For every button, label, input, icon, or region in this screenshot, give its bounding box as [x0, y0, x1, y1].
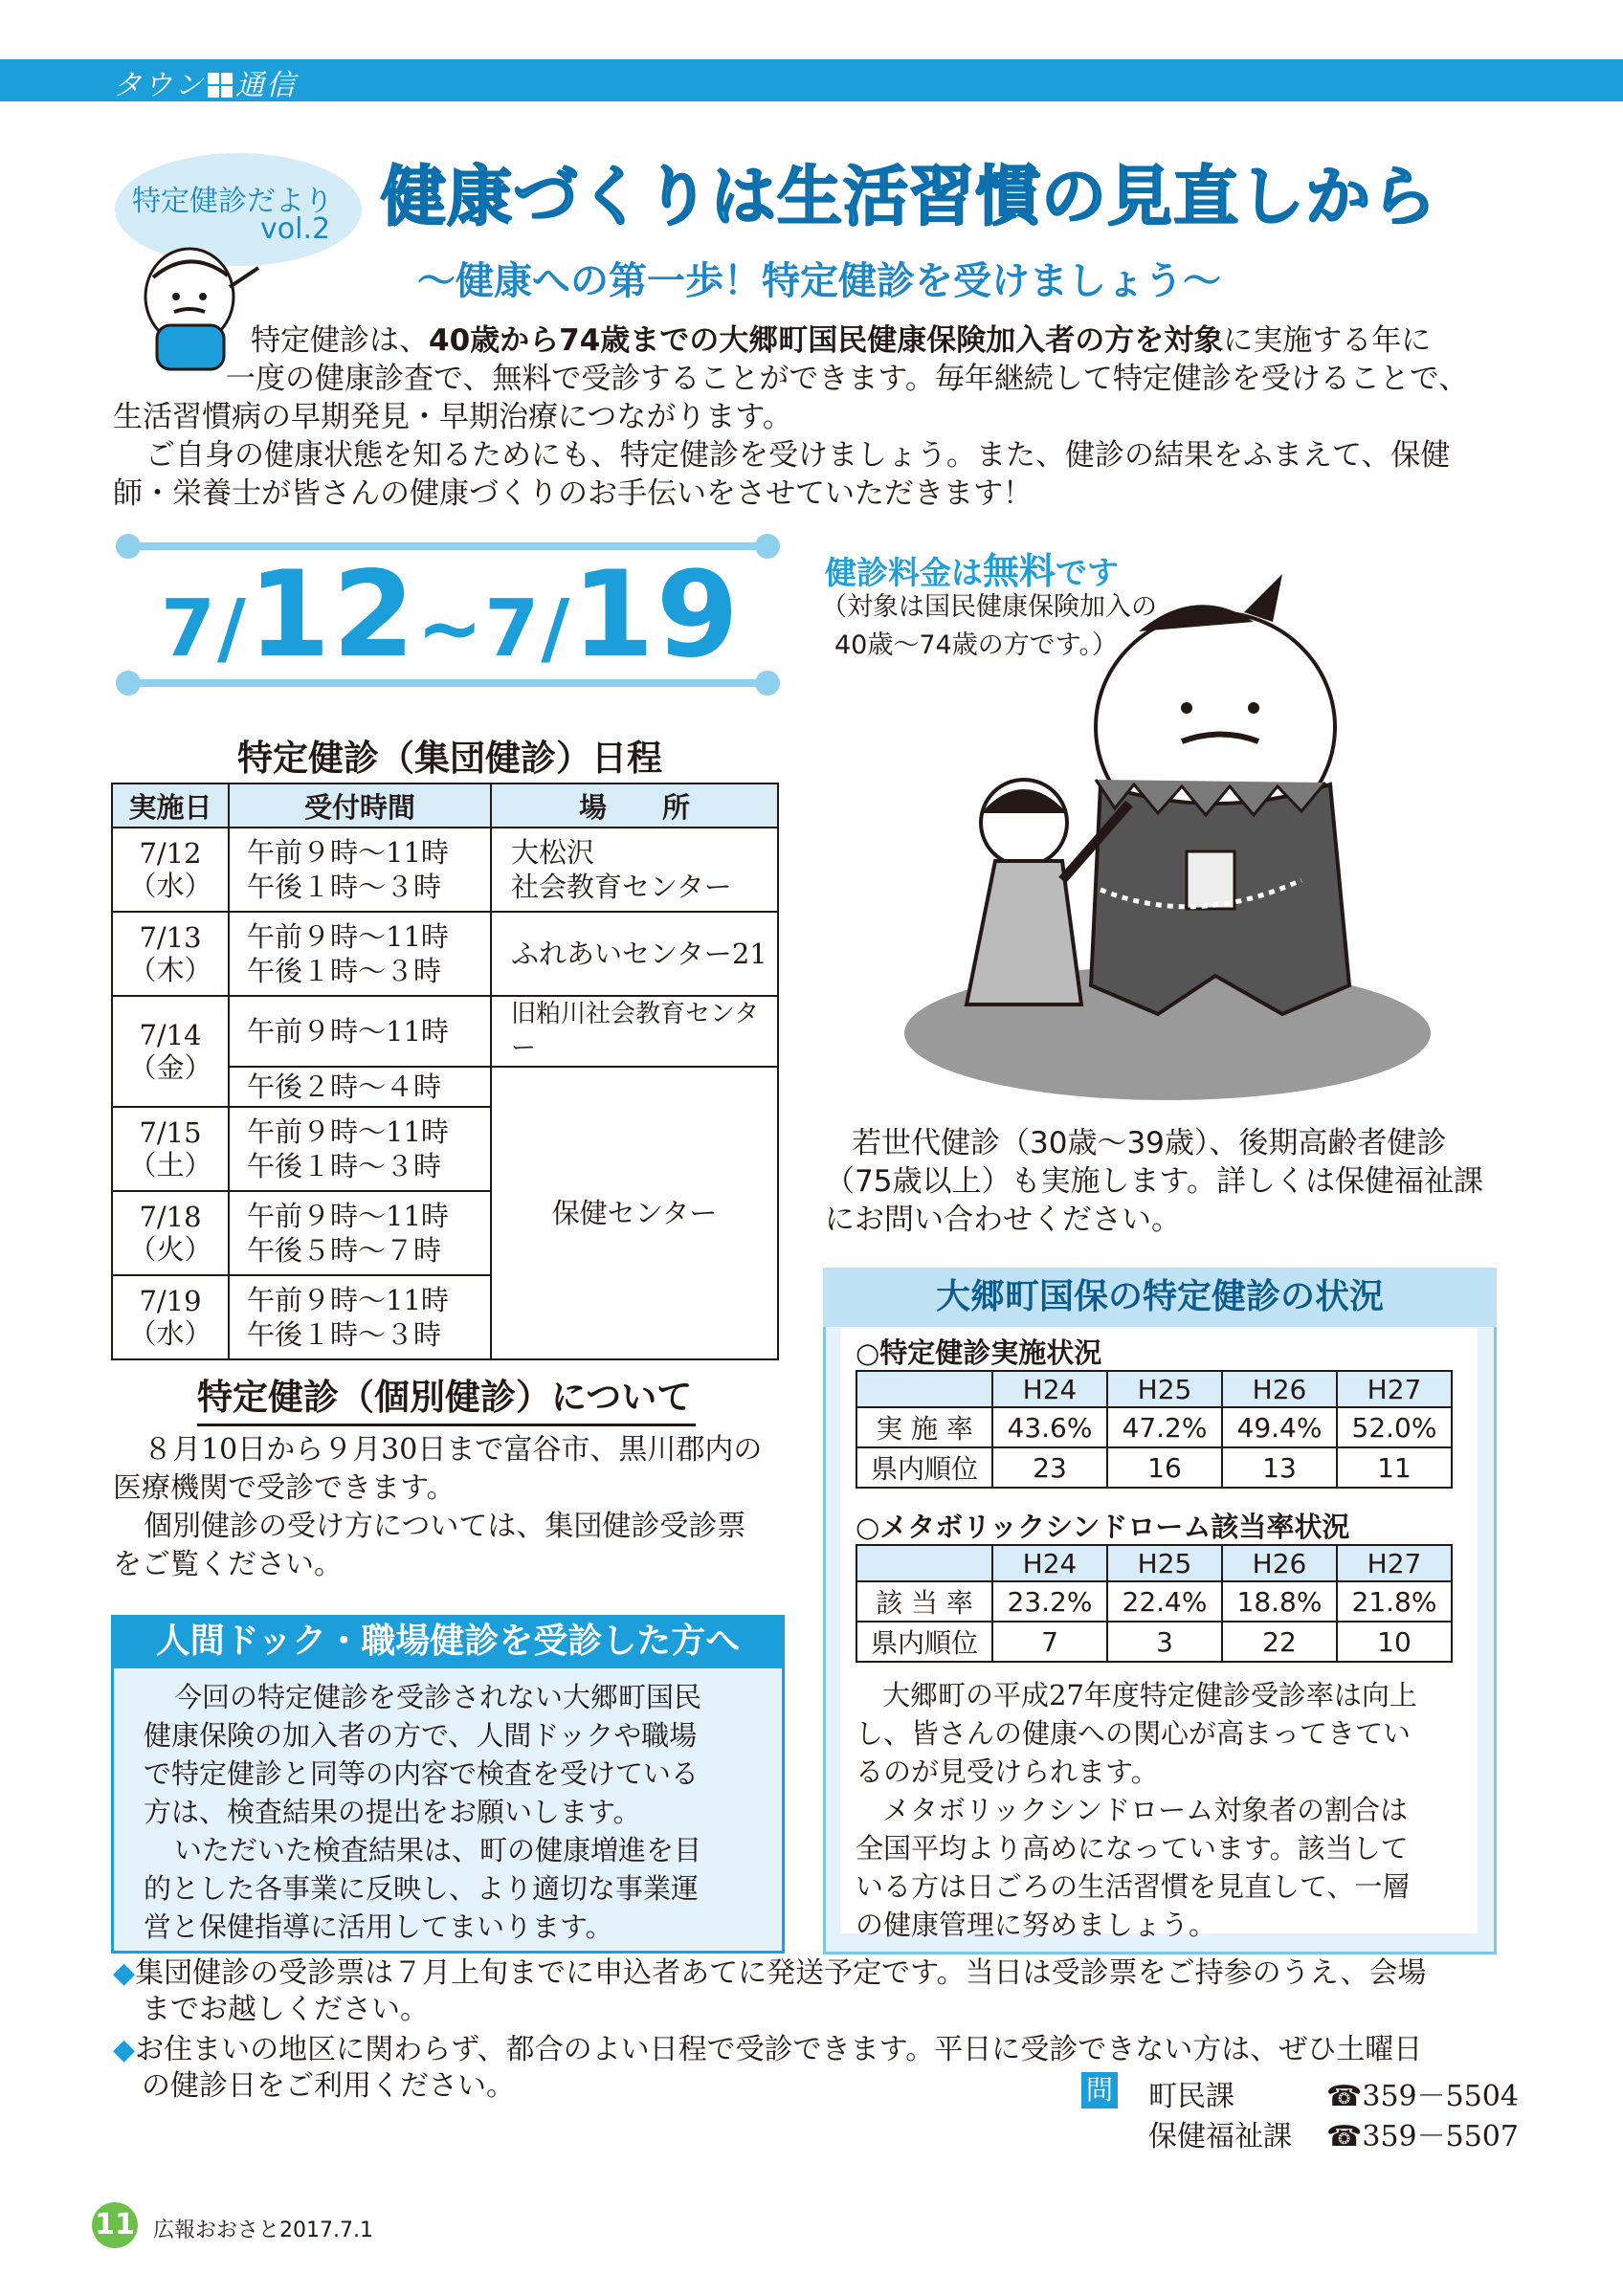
- time-cell: 午前９時～11時 午後５時～７時: [229, 1191, 491, 1275]
- table-header-row: [856, 1545, 1452, 1581]
- table-row: [856, 1407, 1452, 1447]
- contact-dept: 保健福祉課: [1148, 2120, 1292, 2153]
- footer-text: 広報おおさと2017.7.1: [153, 2219, 373, 2242]
- intro-line: ご自身の健康状態を知るためにも、特定健診を受けましょう。また、健診の結果をふまえて、保健: [145, 438, 1451, 473]
- date-cell: 7/14 （金）: [112, 996, 229, 1107]
- column-header: H27: [1337, 1545, 1452, 1581]
- checkup-illustration: [880, 574, 1435, 1110]
- column-header: 受付時間: [229, 784, 491, 828]
- table-row: [856, 1447, 1452, 1488]
- status-subtitle: ○特定健診実施状況: [856, 1336, 1102, 1369]
- table-row: [112, 996, 778, 1067]
- intro-line: 一度の健康診査で、無料で受診することができます。毎年継続して特定健診を受けることで、: [226, 362, 1469, 396]
- row-label: 該 当 率: [856, 1581, 992, 1622]
- date-cell: 7/15 （土）: [112, 1107, 229, 1191]
- intro-line: 特定健診は、40歳から74歳までの大郷町国民健康保険加入者の方を対象に実施する年に: [251, 323, 1432, 358]
- time-cell: 午前９時～11時: [229, 996, 491, 1067]
- row-label: 県内順位: [856, 1447, 992, 1488]
- contact-dept: 町民課: [1148, 2080, 1234, 2113]
- table-cell: 22.4%: [1107, 1581, 1222, 1622]
- place-cell: 大松沢 社会教育センター: [491, 828, 778, 912]
- column-header: H27: [1337, 1371, 1452, 1407]
- status-text: メタボリックシンドローム対象者の割合は: [882, 1794, 1409, 1826]
- column-header: H26: [1222, 1545, 1337, 1581]
- note-item: までお越しください。: [142, 1993, 429, 2026]
- page-subheadline: ～健康への第一歩！特定健診を受けましょう～: [417, 259, 1221, 303]
- individual-text: ８月10日から９月30日まで富谷市、黒川郡内の: [144, 1433, 763, 1467]
- column-header: H25: [1107, 1371, 1222, 1407]
- table-cell: 3: [1107, 1622, 1222, 1662]
- contact-phone: ☎359－5507: [1326, 2120, 1519, 2153]
- table-corner: [856, 1371, 992, 1407]
- dock-text: で特定健診と同等の内容で検査を受けている: [144, 1757, 700, 1790]
- header-series-title: タウン 通信: [113, 69, 297, 102]
- place-cell: ふれあいセンター21: [491, 912, 778, 996]
- diamond-bullet-icon: ◆: [113, 1956, 136, 1990]
- date-range: 7/12~7/19: [161, 546, 741, 684]
- date-cell: 7/19 （水）: [112, 1275, 229, 1359]
- place-cell: 保健センター: [491, 1067, 778, 1359]
- status-text: 大郷町の平成27年度特定健診受診率は向上: [882, 1679, 1417, 1711]
- grid-icon: [208, 73, 233, 98]
- page-number: 11: [92, 2202, 138, 2248]
- time-cell: 午前９時～11時 午後１時～３時: [229, 1275, 491, 1359]
- dock-text: 健康保険の加入者の方で、人間ドックや職場: [144, 1719, 698, 1752]
- table-cell: 16: [1107, 1447, 1222, 1488]
- table-header-row: [856, 1371, 1452, 1407]
- individual-title: 特定健診（個別健診）について: [197, 1368, 696, 1426]
- status-subtitle: ○メタボリックシンドローム該当率状況: [856, 1511, 1350, 1543]
- status-text: いる方は日ごろの生活習慣を見直して、一層: [856, 1870, 1411, 1903]
- intro-line: 師・栄養士が皆さんの健康づくりのお手伝いをさせていただきます！: [113, 476, 1033, 511]
- table-row: [112, 912, 778, 996]
- dock-text: いただいた検査結果は、町の健康増進を目: [174, 1834, 702, 1866]
- page-headline: 健康づくりは生活習慣の見直しから: [381, 160, 1438, 235]
- contact-phone: ☎359－5504: [1326, 2080, 1519, 2113]
- youth-note: （75歳以上）も実施します。詳しくは保健福祉課: [825, 1164, 1483, 1199]
- table-cell: 7: [992, 1622, 1107, 1662]
- column-header: H26: [1222, 1371, 1337, 1407]
- column-header: 実施日: [112, 784, 229, 828]
- column-header: H24: [992, 1371, 1107, 1407]
- row-label: 実 施 率: [856, 1407, 992, 1447]
- status-table: [856, 1370, 1453, 1489]
- table-cell: 13: [1222, 1447, 1337, 1488]
- table-cell: 21.8%: [1337, 1581, 1452, 1622]
- fee-note: 40歳～74歳の方です。）: [834, 630, 1119, 660]
- table-row: [856, 1622, 1452, 1662]
- inquiry-icon: 問: [1081, 2072, 1118, 2108]
- table-cell: 52.0%: [1337, 1407, 1452, 1447]
- youth-note: 若世代健診（30歳～39歳）、後期高齢者健診: [852, 1126, 1447, 1160]
- individual-text: 医療機関で受診できます。: [113, 1471, 456, 1505]
- status-text: るのが見受けられます。: [856, 1755, 1159, 1788]
- status-text: の健康管理に努めましょう。: [856, 1909, 1217, 1941]
- table-cell: 11: [1337, 1447, 1452, 1488]
- schedule-table: [111, 783, 779, 1360]
- individual-text: をご覧ください。: [113, 1548, 343, 1581]
- table-cell: 22: [1222, 1622, 1337, 1662]
- table-row: [112, 828, 778, 912]
- status-table: [856, 1544, 1453, 1663]
- note-item: ◆お住まいの地区に関わらず、都合のよい日程で受診できます。平日に受診できない方は、ぜひ土曜日: [113, 2033, 1423, 2066]
- time-cell: 午前９時～11時 午後１時～３時: [229, 912, 491, 996]
- table-cell: 47.2%: [1107, 1407, 1222, 1447]
- time-cell: 午前９時～11時 午後１時～３時: [229, 1107, 491, 1191]
- status-text: し、皆さんの健康への関心が高まってきてい: [856, 1717, 1412, 1750]
- table-cell: 18.8%: [1222, 1581, 1337, 1622]
- status-text: 全国平均より高めになっています。該当して: [856, 1832, 1409, 1865]
- column-header: 場 所: [491, 784, 778, 828]
- intro-line: 生活習慣病の早期発見・早期治療につながります。: [113, 400, 792, 434]
- date-cell: 7/13 （木）: [112, 912, 229, 996]
- note-item: ◆集団健診の受診票は７月上旬までに申込者あてに発送予定です。当日は受診票をご持参のうえ、会場: [113, 1956, 1427, 1990]
- dock-text: 方は、検査結果の提出をお願いします。: [144, 1796, 641, 1828]
- youth-note: にお問い合わせください。: [825, 1203, 1181, 1237]
- table-cell: 23: [992, 1447, 1107, 1488]
- table-corner: [856, 1545, 992, 1581]
- dock-text: 今回の特定健診を受診されない大郷町国民: [174, 1681, 702, 1713]
- column-header: H25: [1107, 1545, 1222, 1581]
- table-cell: 43.6%: [992, 1407, 1107, 1447]
- row-label: 県内順位: [856, 1622, 992, 1662]
- time-cell: 午前９時～11時 午後１時～３時: [229, 828, 491, 912]
- status-title: 大郷町国保の特定健診の状況: [823, 1268, 1497, 1327]
- table-cell: 49.4%: [1222, 1407, 1337, 1447]
- table-cell: 23.2%: [992, 1581, 1107, 1622]
- dock-text: 的とした各事業に反映し、より適切な事業運: [144, 1872, 700, 1905]
- column-header: H24: [992, 1545, 1107, 1581]
- schedule-title: 特定健診（集団健診）日程: [237, 738, 662, 779]
- date-cell: 7/12 （水）: [112, 828, 229, 912]
- table-row: [856, 1581, 1452, 1622]
- diamond-bullet-icon: ◆: [113, 2033, 136, 2066]
- time-cell: 午後２時～４時: [229, 1067, 491, 1107]
- individual-text: 個別健診の受け方については、集団健診受診票: [144, 1510, 746, 1543]
- bubble-label: 特定健診だより: [132, 185, 333, 218]
- fee-title: 健診料金は無料です: [825, 550, 1120, 592]
- table-cell: 10: [1337, 1622, 1452, 1662]
- table-header-row: [112, 784, 778, 828]
- note-item: の健診日をご利用ください。: [142, 2069, 515, 2103]
- dock-title: 人間ドック・職場健診を受診した方へ: [111, 1615, 785, 1668]
- fee-note: （対象は国民健康保険加入の: [821, 592, 1157, 622]
- date-cell: 7/18 （火）: [112, 1191, 229, 1275]
- bubble-vol: vol.2: [260, 212, 331, 246]
- place-cell: 旧粕川社会教育センター: [491, 996, 778, 1067]
- dock-text: 営と保健指導に活用してまいります。: [144, 1910, 613, 1943]
